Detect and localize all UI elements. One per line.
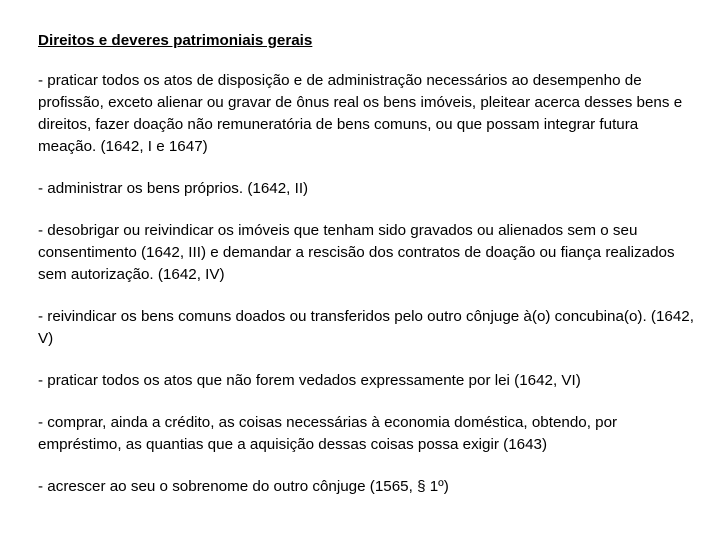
list-item: - acrescer ao seu o sobrenome do outro cônjuge (1565, § 1º) bbox=[38, 478, 449, 495]
list-item: - desobrigar ou reivindicar os imóveis que tenham sido gravados ou alienados sem o seu consentimento (1642, III) e demandar a rescisão dos contratos de doação ou fiança realizados sem autorização. (1642, IV) bbox=[38, 222, 675, 283]
document-title: Direitos e deveres patrimoniais gerais bbox=[38, 32, 313, 49]
list-item: - reivindicar os bens comuns doados ou transferidos pelo outro cônjuge à(o) concubina(o). (1642, V) bbox=[38, 308, 694, 347]
list-item: - administrar os bens próprios. (1642, II) bbox=[38, 180, 309, 197]
list-item: - praticar todos os atos que não forem vedados expressamente por lei (1642, VI) bbox=[38, 372, 581, 389]
list-item: - comprar, ainda a crédito, as coisas necessárias à economia doméstica, obtendo, por empréstimo, as quantias que a aquisição dessas coisas possa exigir (1643) bbox=[38, 414, 618, 453]
document-slide bbox=[38, 30, 700, 518]
list-item: - praticar todos os atos de disposição e de administração necessários ao desempenho de profissão, exceto alienar ou gravar de ônus real os bens imóveis, pleitear acerca desses bens e direitos, fazer doação não remuneratória de bens comuns, ou que possam integrar futura meação. (1642, I e 1647) bbox=[38, 72, 683, 155]
